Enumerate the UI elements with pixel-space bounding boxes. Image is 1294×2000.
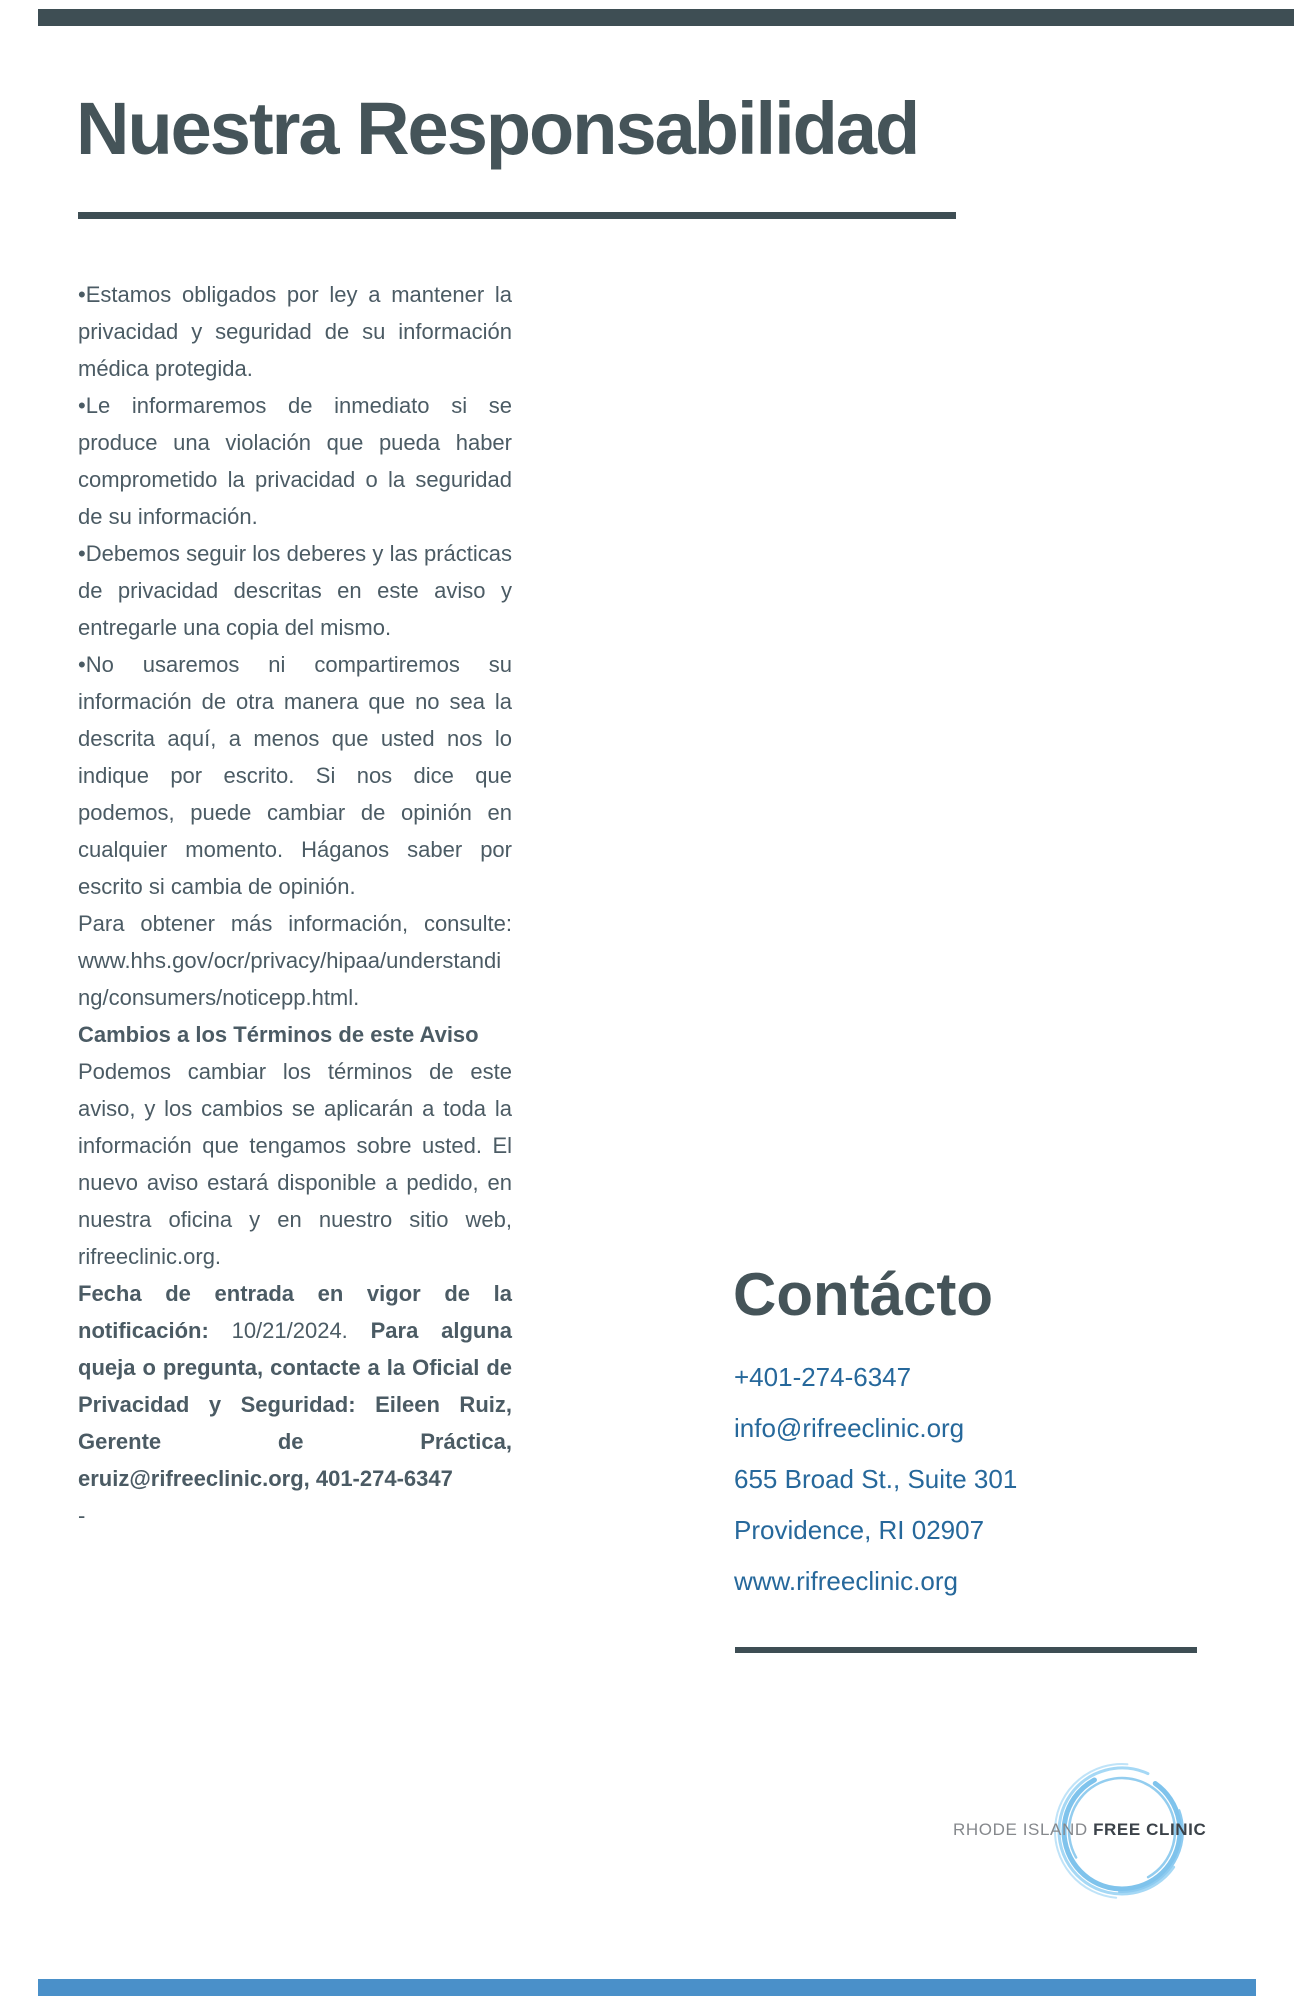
bullet-item: •Debemos seguir los deberes y las prácticas de privacidad descritas en este aviso y entregarle una copia del mismo.: [78, 541, 512, 640]
trailing-dash: -: [78, 1503, 86, 1528]
contact-address-line2: Providence, RI 02907: [734, 1515, 985, 1545]
contact-address-line1: 655 Broad St., Suite 301: [734, 1464, 1018, 1494]
bullet-item: •No usaremos ni compartiremos su información de otra manera que no sea la descrita aquí, a menos que usted nos lo indique por escrito. Si nos dice que podemos, puede cambiar de opinión en cualquier momento. Háganos saber por escrito si cambia de opinión.: [78, 652, 512, 899]
effective-paragraph: [78, 1275, 512, 1497]
contact-divider: [735, 1647, 1197, 1653]
responsibilities-text-column: [78, 276, 512, 1534]
clinic-logo-wordmark: [953, 1820, 1206, 1840]
logo-text-free-clinic: FREE CLINIC: [1093, 1820, 1207, 1839]
bottom-accent-bar: [38, 1979, 1256, 1996]
more-info-intro: Para obtener más información, consulte:: [78, 911, 512, 936]
bullet-item: •Le informaremos de inmediato si se produce una violación que pueda haber comprometido la privacidad o la seguridad de su información.: [78, 393, 512, 529]
top-accent-bar: [38, 9, 1294, 26]
changes-text: Podemos cambiar los términos de este aviso, y los cambios se aplicarán a toda la información que tengamos sobre usted. El nuevo aviso estará disponible a pedido, en nuestra oficina y en nuestro sitio web, rifreeclinic.org.: [78, 1059, 512, 1269]
contact-list: [734, 1352, 1204, 1607]
contact-heading: Contácto: [733, 1261, 993, 1328]
effective-label: Fecha de entrada en vigor de la notificación:: [78, 1281, 512, 1343]
hhs-url: www.hhs.gov/ocr/privacy/hipaa/understanding/consumers/noticepp.html.: [78, 948, 502, 1010]
page-title: Nuestra Responsabilidad: [76, 87, 919, 170]
contact-website[interactable]: www.rifreeclinic.org: [734, 1566, 958, 1596]
contact-email[interactable]: info@rifreeclinic.org: [734, 1413, 965, 1443]
complaint-text: Para alguna queja o pregunta, contacte a la Oficial de Privacidad y Seguridad: Eileen Ruiz, Gerente de Práctica, eruiz@rifreeclinic.org, 401-274-6347: [78, 1318, 512, 1491]
changes-heading: Cambios a los Términos de este Aviso: [78, 1022, 479, 1047]
bullet-item: •Estamos obligados por ley a mantener la privacidad y seguridad de su información médica protegida.: [78, 282, 512, 381]
title-underline: [78, 212, 956, 219]
logo-text-rhode-island: RHODE ISLAND: [953, 1820, 1094, 1839]
contact-phone[interactable]: +401-274-6347: [734, 1362, 912, 1392]
effective-date: 10/21/2024.: [231, 1318, 348, 1343]
